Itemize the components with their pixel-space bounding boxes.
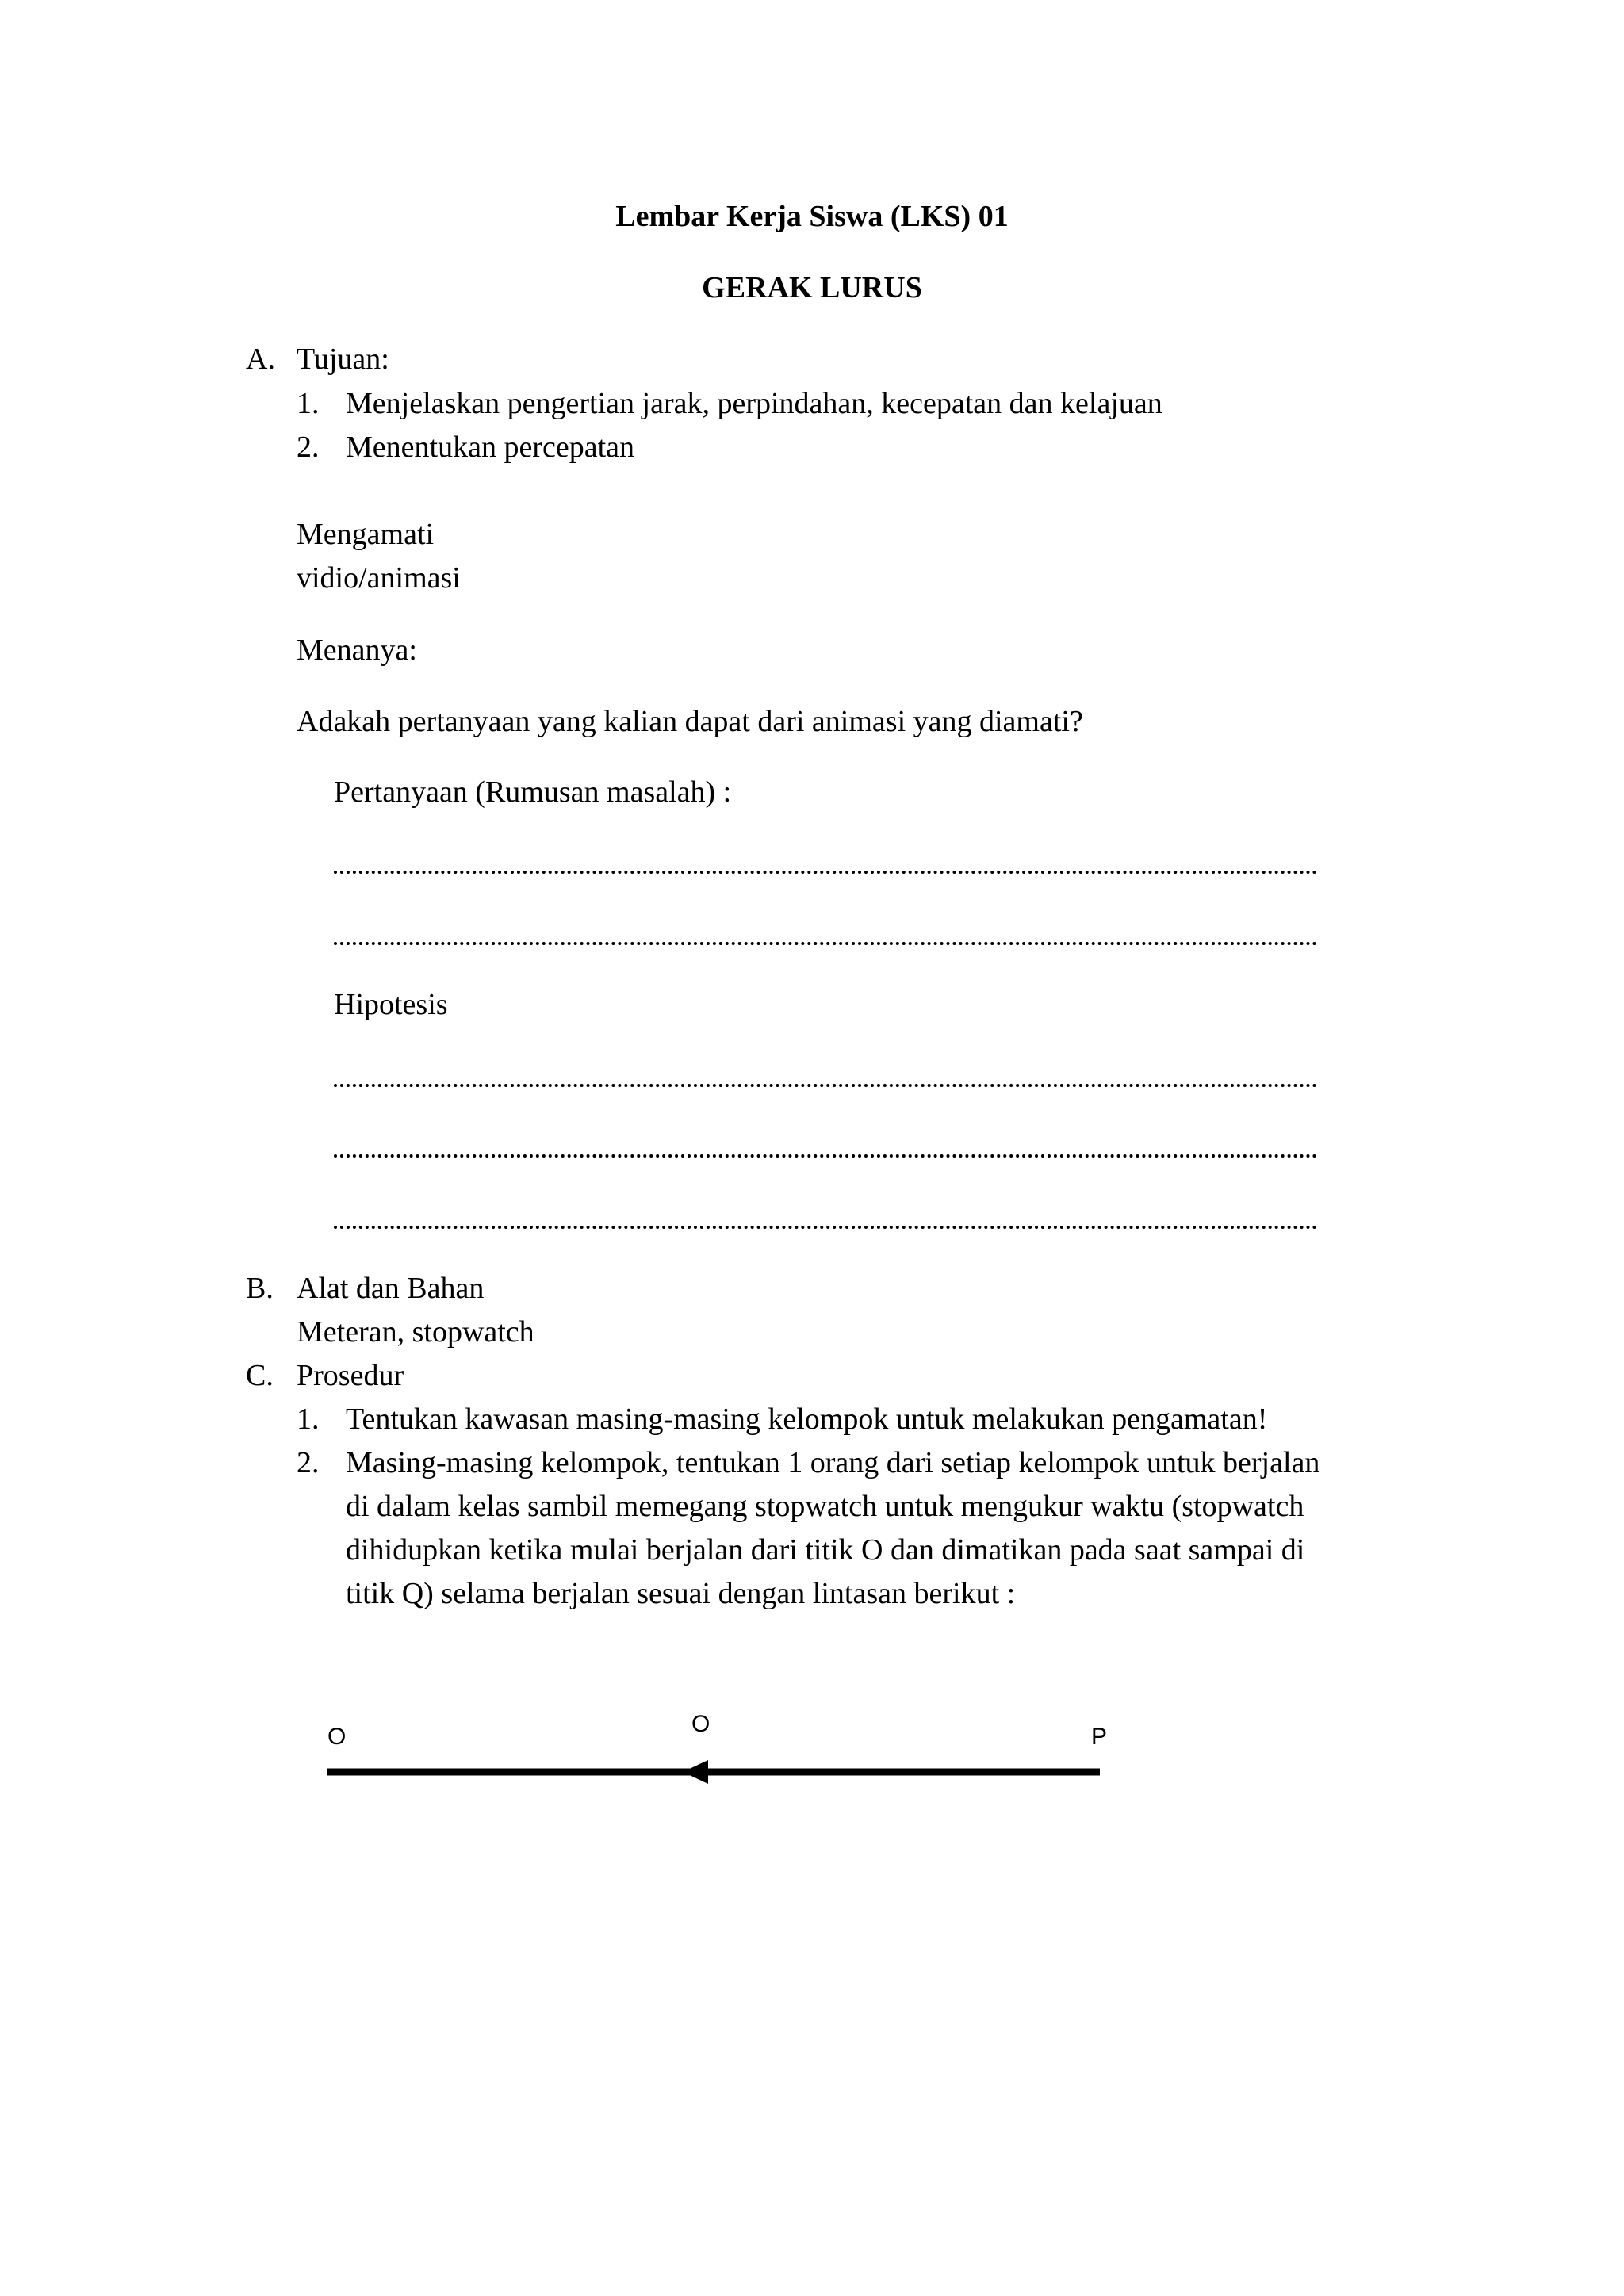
section-c-marker: C.	[246, 1359, 274, 1392]
objective-1-number: 1.	[297, 387, 320, 420]
ask-heading: Menanya:	[297, 633, 417, 667]
hypothesis-label: Hipotesis	[334, 988, 448, 1021]
observe-line-1: Mengamati	[297, 518, 435, 551]
procedure-1-text: Tentukan kawasan masing-masing kelompok untuk melakukan pengamatan!	[346, 1402, 1268, 1436]
direction-arrow-icon	[683, 1760, 708, 1784]
section-b-heading: Alat dan Bahan	[297, 1272, 485, 1305]
observe-line-2: vidio/animasi	[297, 561, 461, 595]
question-label: Pertanyaan (Rumusan masalah) :	[334, 775, 732, 809]
section-a-heading: Tujuan:	[297, 342, 389, 376]
objective-2-number: 2.	[297, 430, 320, 464]
procedure-2-line-1: Masing-masing kelompok, tentukan 1 orang dari setiap kelompok untuk berjalan	[346, 1446, 1320, 1479]
section-a-marker: A.	[246, 342, 275, 376]
section-b-text: Meteran, stopwatch	[297, 1315, 534, 1349]
objective-1-text: Menjelaskan pengertian jarak, perpindahan, kecepatan dan kelajuan	[346, 387, 1162, 420]
objective-2-text: Menentukan percepatan	[346, 430, 634, 464]
procedure-2-line-3: dihidupkan ketika mulai berjalan dari titik O dan dimatikan pada saat sampai di	[346, 1533, 1305, 1567]
procedure-2-line-4: titik Q) selama berjalan sesuai dengan lintasan berikut :	[346, 1577, 1016, 1610]
procedure-2-number: 2.	[297, 1446, 320, 1479]
section-c-heading: Prosedur	[297, 1359, 404, 1392]
page-subtitle: GERAK LURUS	[702, 271, 922, 304]
ask-question: Adakah pertanyaan yang kalian dapat dari animasi yang diamati?	[297, 705, 1083, 738]
diagram-label-left: O	[327, 1724, 347, 1750]
procedure-1-number: 1.	[297, 1402, 320, 1436]
diagram-label-middle: O	[691, 1711, 710, 1737]
page-title: Lembar Kerja Siswa (LKS) 01	[615, 200, 1009, 233]
diagram-label-right: P	[1091, 1724, 1108, 1750]
procedure-2-line-2: di dalam kelas sambil memegang stopwatch untuk mengukur waktu (stopwatch	[346, 1490, 1304, 1523]
section-b-marker: B.	[246, 1272, 274, 1305]
